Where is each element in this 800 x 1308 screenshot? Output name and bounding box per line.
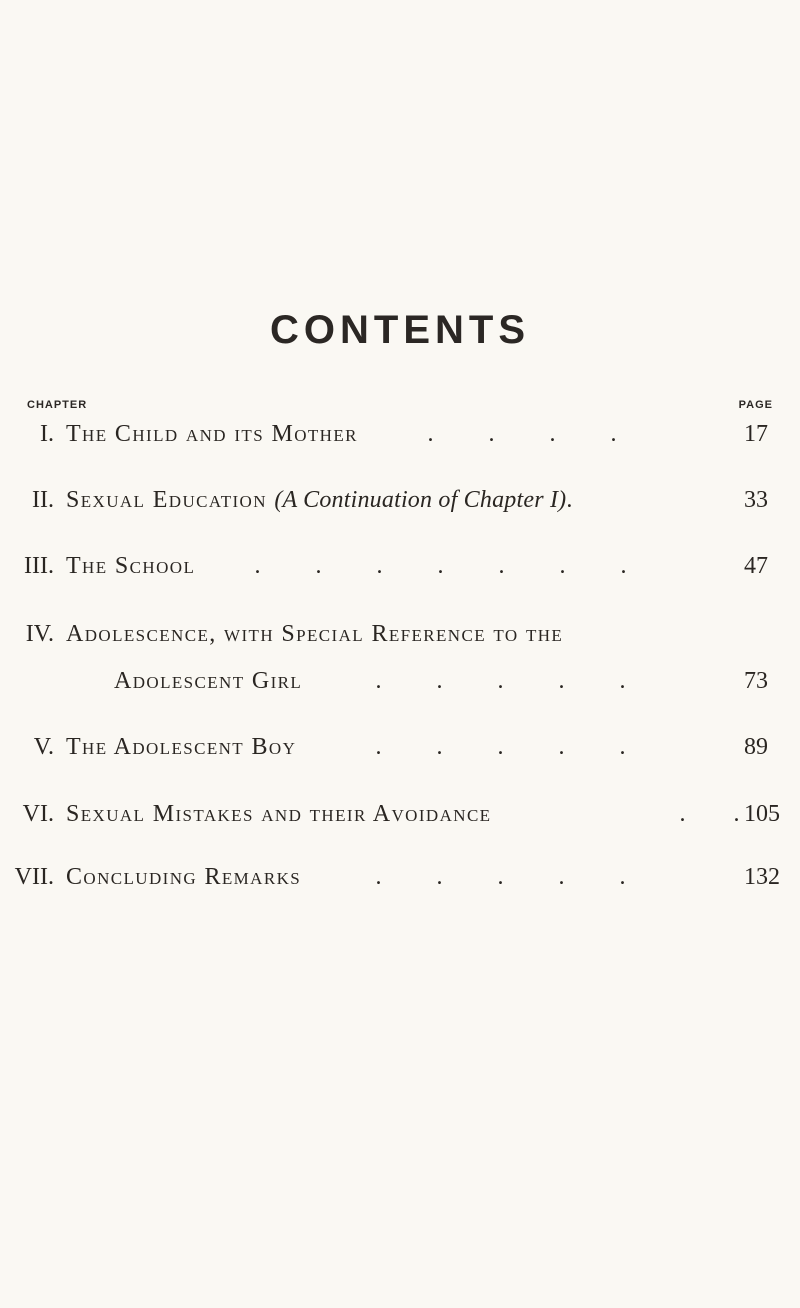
page-number: 105 — [744, 801, 780, 827]
page-number: 73 — [744, 668, 768, 694]
page-number: 17 — [744, 421, 768, 447]
page-title: CONTENTS — [270, 308, 530, 352]
chapter-numeral: I. — [40, 421, 54, 447]
chapter-title-continuation: Adolescent Girl — [114, 668, 303, 694]
chapter-numeral: V. — [33, 734, 54, 760]
toc-entry-1[interactable] — [0, 417, 800, 451]
page-number: 47 — [744, 553, 768, 579]
chapter-numeral: VII. — [14, 864, 54, 890]
dot-leaders: . — [733, 801, 740, 827]
dot-leaders: . . . . . . . — [254, 553, 627, 579]
dot-leaders: . . . . . — [375, 864, 626, 890]
dot-leaders: . . . . — [427, 421, 617, 447]
chapter-title: The Child and its Mother — [66, 421, 358, 447]
toc-entry-2[interactable] — [0, 483, 800, 517]
dot-leaders: . . . . . — [375, 668, 626, 694]
page-number: 132 — [744, 864, 780, 890]
chapter-subtitle: (A Continuation of Chapter I) — [274, 487, 567, 513]
toc-entry-4[interactable] — [0, 617, 800, 651]
chapter-title: Sexual Education (A Continuation of Chapter I). — [66, 487, 574, 513]
page-number: 33 — [744, 487, 768, 513]
toc-entry-3[interactable] — [0, 549, 800, 583]
page-column-header: PAGE — [738, 399, 773, 411]
toc-entry-6[interactable] — [0, 797, 800, 831]
toc-entry-7[interactable] — [0, 860, 800, 894]
chapter-title: Adolescence, with Special Reference to the — [66, 621, 564, 647]
chapter-numeral: III. — [24, 553, 54, 579]
chapter-title-main: Sexual Education — [66, 487, 267, 513]
chapter-title: Sexual Mistakes and their Avoidance — [66, 801, 492, 827]
chapter-column-header: CHAPTER — [27, 399, 88, 411]
chapter-title: Concluding Remarks — [66, 864, 302, 890]
chapter-numeral: II. — [32, 487, 54, 513]
chapter-numeral: IV. — [25, 621, 54, 647]
toc-entry-5[interactable] — [0, 730, 800, 764]
dot-leaders: . . . . . — [375, 734, 626, 760]
chapter-title: The Adolescent Boy — [66, 734, 297, 760]
chapter-numeral: VI. — [22, 801, 54, 827]
chapter-title: The School — [66, 553, 196, 579]
page-number: 89 — [744, 734, 768, 760]
dot-leaders: . — [679, 801, 686, 827]
toc-entry-4-continuation[interactable] — [0, 664, 800, 698]
